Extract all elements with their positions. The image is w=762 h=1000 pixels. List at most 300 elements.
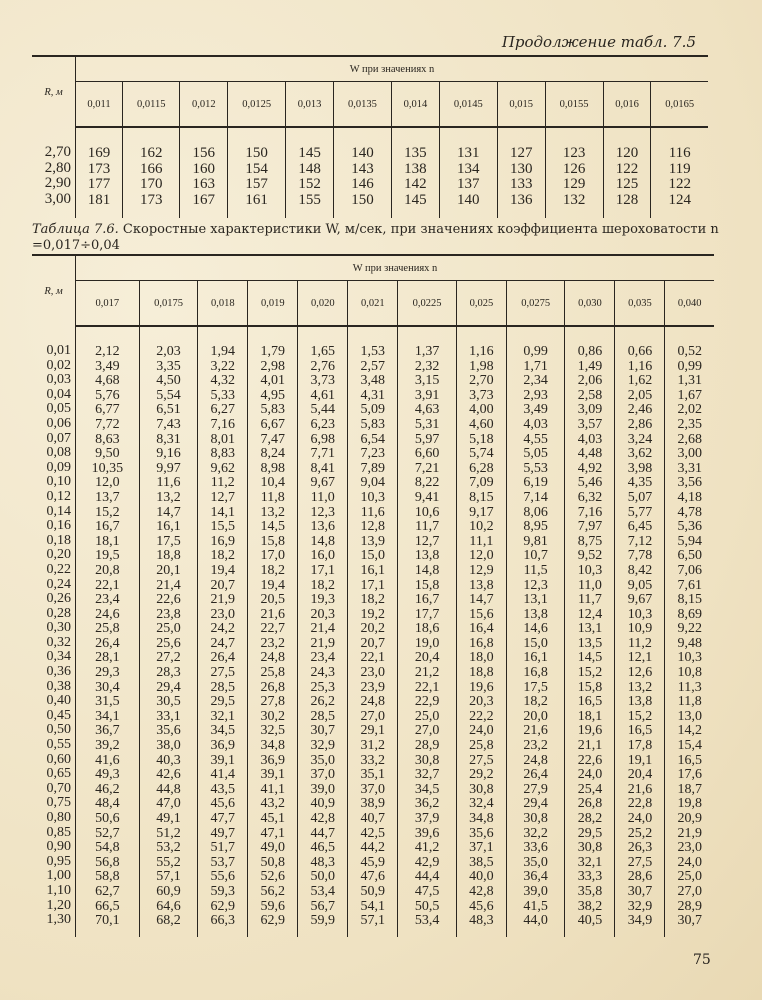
w-values-column xyxy=(665,326,714,937)
n-value-header: 0,014 xyxy=(391,82,439,128)
w-value: 30,7 xyxy=(677,913,702,929)
w-value: 5,97 xyxy=(414,431,440,447)
w-value: 34,9 xyxy=(627,913,653,929)
w-value: 10,6 xyxy=(414,504,440,520)
w-value: 4,32 xyxy=(210,373,236,389)
table-7-6 xyxy=(32,254,714,937)
w-value: 11,2 xyxy=(210,475,235,491)
r-value: 1,20 xyxy=(46,897,71,913)
r-values-column xyxy=(32,326,76,937)
w-value: 3,24 xyxy=(627,431,653,447)
w-value: 3,56 xyxy=(677,475,702,491)
w-group-header: W при значениях n xyxy=(76,56,709,82)
r-value: 0,24 xyxy=(46,576,71,592)
w-value: 5,36 xyxy=(677,519,702,535)
w-value: 31,5 xyxy=(95,694,120,710)
w-value: 26,2 xyxy=(310,694,336,710)
w-value: 21,9 xyxy=(210,592,236,608)
w-value: 40,9 xyxy=(310,796,336,812)
w-value: 1,16 xyxy=(627,358,653,374)
w-value: 3,91 xyxy=(414,387,440,403)
w-value: 34,5 xyxy=(414,781,440,797)
w-value: 15,4 xyxy=(677,738,702,754)
w-value: 163 xyxy=(192,176,215,193)
w-value: 8,15 xyxy=(677,592,702,608)
w-value: 57,1 xyxy=(156,869,181,885)
w-value: 44,4 xyxy=(414,869,440,885)
w-value: 4,03 xyxy=(523,416,548,432)
w-value: 14,5 xyxy=(260,519,286,535)
n-value-header: 0,0275 xyxy=(506,281,565,327)
w-value: 1,49 xyxy=(577,358,603,374)
w-value: 16,5 xyxy=(677,752,702,768)
w-value: 16,0 xyxy=(310,548,336,564)
n-value-header: 0,021 xyxy=(348,281,398,327)
w-value: 25,4 xyxy=(577,781,603,797)
w-value: 119 xyxy=(668,160,691,177)
w-values-column xyxy=(506,326,565,937)
r-value: 0,75 xyxy=(46,795,71,811)
w-value: 59,3 xyxy=(210,883,236,899)
w-value: 18,2 xyxy=(210,548,236,564)
w-value: 2,03 xyxy=(156,344,181,359)
w-value: 19,6 xyxy=(469,679,494,695)
w-value: 10,3 xyxy=(677,650,702,666)
r-value: 0,08 xyxy=(46,445,71,461)
w-value: 28,5 xyxy=(210,679,236,695)
w-value: 9,05 xyxy=(627,577,653,593)
w-value: 131 xyxy=(457,145,480,161)
r-value: 0,65 xyxy=(46,766,71,782)
w-value: 44,2 xyxy=(360,840,386,856)
w-value: 47,1 xyxy=(260,825,286,841)
w-value: 13,5 xyxy=(577,635,603,651)
w-value: 37,0 xyxy=(360,781,386,797)
w-value: 39,0 xyxy=(310,781,336,797)
w-value: 44,7 xyxy=(310,825,336,841)
w-value: 1,31 xyxy=(677,373,702,389)
w-values-column xyxy=(298,326,348,937)
w-value: 19,1 xyxy=(627,752,653,768)
w-value: 135 xyxy=(404,145,427,161)
r-value: 0,85 xyxy=(46,824,71,840)
w-value: 39,6 xyxy=(414,825,440,841)
w-value: 12,7 xyxy=(414,533,440,549)
r-value: 0,80 xyxy=(46,810,71,825)
w-value: 32,4 xyxy=(469,796,494,812)
w-values-column xyxy=(348,326,398,937)
w-value: 120 xyxy=(615,145,639,161)
r-value: 0,04 xyxy=(46,386,71,402)
w-value: 52,7 xyxy=(95,825,120,841)
w-value: 5,46 xyxy=(577,475,603,491)
w-value: 43,5 xyxy=(210,781,236,797)
w-values-column xyxy=(286,127,334,218)
w-value: 10,3 xyxy=(577,562,603,578)
n-value-header: 0,0225 xyxy=(398,281,457,327)
w-value: 6,51 xyxy=(156,402,181,418)
w-value: 25,0 xyxy=(677,869,702,885)
w-value: 33,3 xyxy=(577,869,603,885)
w-values-column xyxy=(76,127,123,218)
n-value-header: 0,020 xyxy=(298,281,348,327)
n-value-header: 0,025 xyxy=(456,281,506,327)
w-value: 27,5 xyxy=(210,665,236,681)
w-value: 10,3 xyxy=(360,489,386,505)
w-value: 16,5 xyxy=(627,723,653,739)
w-value: 24,7 xyxy=(210,635,236,651)
w-value: 59,6 xyxy=(260,898,286,914)
w-value: 25,8 xyxy=(260,665,286,681)
w-value: 21,6 xyxy=(260,606,286,622)
w-value: 31,2 xyxy=(360,738,386,754)
r-value: 1,30 xyxy=(46,912,71,928)
w-value: 40,0 xyxy=(469,869,494,885)
w-value: 132 xyxy=(562,191,586,208)
w-value: 2,57 xyxy=(360,358,386,374)
w-value: 33,2 xyxy=(360,752,386,768)
r-value: 1,10 xyxy=(46,882,71,898)
w-value: 157 xyxy=(245,176,268,193)
w-value: 5,31 xyxy=(414,416,440,432)
w-value: 9,67 xyxy=(310,475,336,491)
w-value: 23,0 xyxy=(360,665,386,681)
w-value: 11,7 xyxy=(577,592,602,608)
w-value: 16,8 xyxy=(469,635,494,651)
w-value: 5,09 xyxy=(360,402,386,418)
w-value: 35,6 xyxy=(469,825,494,841)
w-value: 7,47 xyxy=(260,431,286,447)
w-value: 25,0 xyxy=(414,708,440,724)
w-value: 3,35 xyxy=(156,358,181,374)
w-value: 53,7 xyxy=(210,854,236,870)
w-value: 173 xyxy=(139,191,163,208)
w-value: 13,6 xyxy=(310,519,336,535)
w-value: 49,7 xyxy=(210,825,236,841)
w-value: 19,2 xyxy=(360,606,386,622)
r-value: 0,20 xyxy=(46,547,71,563)
w-value: 166 xyxy=(139,160,163,177)
w-values-column xyxy=(76,326,140,937)
w-value: 56,2 xyxy=(260,883,286,899)
w-value: 18,2 xyxy=(260,562,286,578)
caption-text: Скоростные характеристики W, м/сек, при значениях коэффициента шероховатости n =0,017÷0,04 xyxy=(32,222,719,253)
w-value: 2,93 xyxy=(523,387,548,403)
w-value: 21,9 xyxy=(310,635,336,651)
w-value: 10,8 xyxy=(677,665,702,681)
w-value: 28,9 xyxy=(414,738,440,754)
w-value: 22,8 xyxy=(627,796,653,812)
w-value: 146 xyxy=(351,176,374,193)
n-value-header: 0,015 xyxy=(497,82,545,128)
w-value: 22,9 xyxy=(414,694,440,710)
w-value: 5,83 xyxy=(260,402,286,418)
w-value: 11,0 xyxy=(310,489,335,505)
w-value: 148 xyxy=(298,160,321,177)
w-value: 0,99 xyxy=(677,358,702,374)
w-value: 20,3 xyxy=(469,694,494,710)
w-value: 169 xyxy=(87,145,111,161)
r-value: 0,03 xyxy=(46,372,71,388)
w-value: 11,1 xyxy=(469,533,494,549)
w-value: 4,55 xyxy=(523,431,548,447)
r-value: 0,36 xyxy=(46,664,71,680)
w-value: 32,1 xyxy=(577,854,603,870)
w-value: 23,2 xyxy=(523,738,548,754)
w-value: 42,9 xyxy=(414,854,440,870)
w-value: 19,0 xyxy=(414,635,440,651)
w-value: 27,9 xyxy=(523,781,548,797)
n-value-header: 0,0125 xyxy=(228,82,286,128)
w-value: 12,7 xyxy=(210,489,236,505)
w-value: 4,03 xyxy=(577,431,603,447)
w-value: 41,1 xyxy=(260,781,286,797)
w-value: 36,9 xyxy=(210,738,236,754)
r-value: 0,40 xyxy=(46,693,71,709)
w-value: 27,5 xyxy=(469,752,494,768)
w-value: 37,0 xyxy=(310,767,336,783)
w-value: 4,95 xyxy=(260,387,286,403)
w-value: 24,8 xyxy=(523,752,548,768)
w-value: 58,8 xyxy=(95,869,120,885)
w-value: 50,9 xyxy=(360,883,386,899)
n-value-header: 0,0175 xyxy=(139,281,198,327)
w-value: 3,31 xyxy=(677,460,702,476)
w-value: 2,32 xyxy=(414,358,440,374)
w-value: 29,4 xyxy=(156,679,181,695)
r-value: 0,90 xyxy=(46,839,71,855)
w-value: 27,8 xyxy=(260,694,286,710)
w-value: 3,62 xyxy=(627,446,653,462)
w-value: 29,5 xyxy=(210,694,236,710)
w-value: 48,3 xyxy=(469,913,494,929)
w-value: 2,86 xyxy=(627,416,653,432)
w-value: 35,0 xyxy=(310,752,336,768)
w-value: 22,6 xyxy=(156,592,181,608)
w-value: 60,9 xyxy=(156,883,181,899)
w-value: 4,61 xyxy=(310,387,336,403)
w-value: 19,3 xyxy=(310,592,336,608)
w-value: 20,0 xyxy=(523,708,548,724)
w-value: 12,8 xyxy=(360,519,386,535)
r-value: 2,80 xyxy=(44,159,71,176)
w-value: 32,9 xyxy=(627,898,653,914)
w-value: 32,9 xyxy=(310,738,336,754)
w-value: 23,4 xyxy=(95,592,120,608)
n-value-header: 0,012 xyxy=(180,82,228,128)
n-value-header: 0,013 xyxy=(286,82,334,128)
w-values-column xyxy=(456,326,506,937)
w-value: 3,73 xyxy=(310,373,336,389)
w-values-column xyxy=(391,127,439,218)
w-value: 14,6 xyxy=(523,621,548,637)
w-value: 32,5 xyxy=(260,723,286,739)
w-value: 36,7 xyxy=(95,723,120,739)
r-value: 0,34 xyxy=(46,649,71,665)
w-value: 53,4 xyxy=(310,883,336,899)
w-value: 6,27 xyxy=(210,402,236,418)
w-value: 2,58 xyxy=(577,387,603,403)
w-value: 59,9 xyxy=(310,913,336,929)
w-value: 5,44 xyxy=(310,402,336,418)
w-value: 1,16 xyxy=(469,344,494,359)
w-value: 19,5 xyxy=(95,548,120,564)
w-value: 15,8 xyxy=(414,577,440,593)
w-value: 6,67 xyxy=(260,416,286,432)
w-value: 36,9 xyxy=(260,752,286,768)
w-value: 14,1 xyxy=(210,504,236,520)
w-value: 1,37 xyxy=(414,344,440,359)
w-value: 4,35 xyxy=(627,475,653,491)
w-value: 11,3 xyxy=(677,679,702,695)
w-value: 27,0 xyxy=(360,708,386,724)
w-value: 27,2 xyxy=(156,650,181,666)
w-value: 8,31 xyxy=(156,431,181,447)
w-value: 129 xyxy=(562,176,586,193)
w-value: 13,8 xyxy=(627,694,653,710)
w-value: 39,1 xyxy=(260,767,286,783)
w-value: 21,4 xyxy=(310,621,336,637)
w-value: 3,15 xyxy=(414,373,440,389)
w-value: 35,0 xyxy=(523,854,548,870)
r-value: 0,50 xyxy=(46,722,71,738)
r-value: 0,70 xyxy=(46,780,71,796)
w-value: 13,8 xyxy=(523,606,548,622)
w-values-column xyxy=(248,326,298,937)
w-value: 34,8 xyxy=(260,738,286,754)
w-value: 21,4 xyxy=(156,577,181,593)
r-value: 0,38 xyxy=(46,678,71,694)
w-value: 54,1 xyxy=(360,898,386,914)
w-value: 14,7 xyxy=(469,592,494,608)
w-value: 18,8 xyxy=(156,548,181,564)
r-value: 0,60 xyxy=(46,751,71,767)
w-value: 5,33 xyxy=(210,387,236,403)
w-value: 25,3 xyxy=(310,679,336,695)
w-value: 25,8 xyxy=(95,621,120,637)
w-value: 39,2 xyxy=(95,738,120,754)
r-value: 0,22 xyxy=(46,561,71,577)
w-values-column xyxy=(497,127,545,218)
w-value: 2,05 xyxy=(627,387,653,403)
r-value: 0,28 xyxy=(46,605,71,621)
w-value: 4,00 xyxy=(469,402,494,418)
n-value-header: 0,019 xyxy=(248,281,298,327)
w-value: 11,6 xyxy=(360,504,385,520)
w-value: 30,8 xyxy=(523,811,548,826)
w-value: 27,0 xyxy=(677,883,702,899)
w-value: 42,5 xyxy=(360,825,386,841)
w-value: 17,0 xyxy=(260,548,286,564)
w-value: 37,9 xyxy=(414,811,440,826)
w-value: 50,6 xyxy=(95,811,120,826)
w-values-column xyxy=(615,326,665,937)
w-value: 29,5 xyxy=(577,825,603,841)
w-value: 20,8 xyxy=(95,562,120,578)
w-value: 25,6 xyxy=(156,635,181,651)
w-value: 24,0 xyxy=(469,723,494,739)
w-values-column xyxy=(228,127,286,218)
w-value: 15,0 xyxy=(523,635,548,651)
r-value: 0,14 xyxy=(46,503,71,519)
w-value: 47,7 xyxy=(210,811,236,826)
n-value-header: 0,0115 xyxy=(123,82,180,128)
w-value: 9,04 xyxy=(360,475,386,491)
r-value: 1,00 xyxy=(46,868,71,884)
w-value: 21,9 xyxy=(677,825,702,841)
w-value: 6,32 xyxy=(577,489,603,505)
w-value: 7,09 xyxy=(469,475,494,491)
w-value: 12,1 xyxy=(627,650,653,666)
page-number: 75 xyxy=(693,952,711,968)
w-value: 150 xyxy=(351,191,374,208)
r-value: 0,18 xyxy=(46,532,71,548)
w-value: 6,50 xyxy=(677,548,702,564)
w-value: 5,07 xyxy=(627,489,653,505)
w-value: 41,4 xyxy=(210,767,236,783)
w-value: 23,9 xyxy=(360,679,386,695)
w-value: 34,5 xyxy=(210,723,236,739)
w-value: 3,00 xyxy=(677,446,702,462)
w-value: 17,5 xyxy=(156,533,181,549)
w-value: 152 xyxy=(298,176,321,193)
w-value: 0,52 xyxy=(677,344,702,359)
w-value: 2,68 xyxy=(677,431,702,447)
w-value: 6,19 xyxy=(523,475,548,491)
w-value: 55,2 xyxy=(156,854,181,870)
w-value: 28,9 xyxy=(677,898,702,914)
w-value: 150 xyxy=(245,145,268,161)
w-value: 15,0 xyxy=(360,548,386,564)
w-value: 3,73 xyxy=(469,387,494,403)
w-value: 7,12 xyxy=(627,533,653,549)
w-value: 8,95 xyxy=(523,519,548,535)
w-value: 16,7 xyxy=(95,519,120,535)
w-value: 16,9 xyxy=(210,533,236,549)
w-value: 13,1 xyxy=(577,621,603,637)
n-value-header: 0,0155 xyxy=(545,82,603,128)
w-value: 13,2 xyxy=(260,504,286,520)
r-value: 3,00 xyxy=(44,190,71,207)
w-value: 21,6 xyxy=(627,781,653,797)
w-value: 7,43 xyxy=(156,416,181,432)
r-column-header: R, м xyxy=(32,56,76,127)
w-value: 24,3 xyxy=(310,665,336,681)
w-value: 2,12 xyxy=(95,344,120,359)
w-value: 13,1 xyxy=(523,592,548,608)
w-value: 22,1 xyxy=(360,650,386,666)
w-value: 37,1 xyxy=(469,840,494,856)
n-value-header: 0,011 xyxy=(76,82,123,128)
w-value: 2,34 xyxy=(523,373,548,389)
w-value: 47,5 xyxy=(414,883,440,899)
w-value: 11,8 xyxy=(677,694,702,710)
w-value: 25,8 xyxy=(469,738,494,754)
w-value: 20,5 xyxy=(260,592,286,608)
w-value: 11,8 xyxy=(260,489,285,505)
w-value: 35,6 xyxy=(156,723,181,739)
w-value: 4,31 xyxy=(360,387,386,403)
w-value: 30,8 xyxy=(414,752,440,768)
w-value: 11,0 xyxy=(577,577,602,593)
w-value: 16,7 xyxy=(414,592,440,608)
w-value: 6,45 xyxy=(627,519,653,535)
w-value: 4,50 xyxy=(156,373,181,389)
w-value: 5,18 xyxy=(469,431,494,447)
w-value: 1,79 xyxy=(260,344,286,359)
w-value: 52,6 xyxy=(260,869,286,885)
w-value: 6,77 xyxy=(95,402,120,418)
